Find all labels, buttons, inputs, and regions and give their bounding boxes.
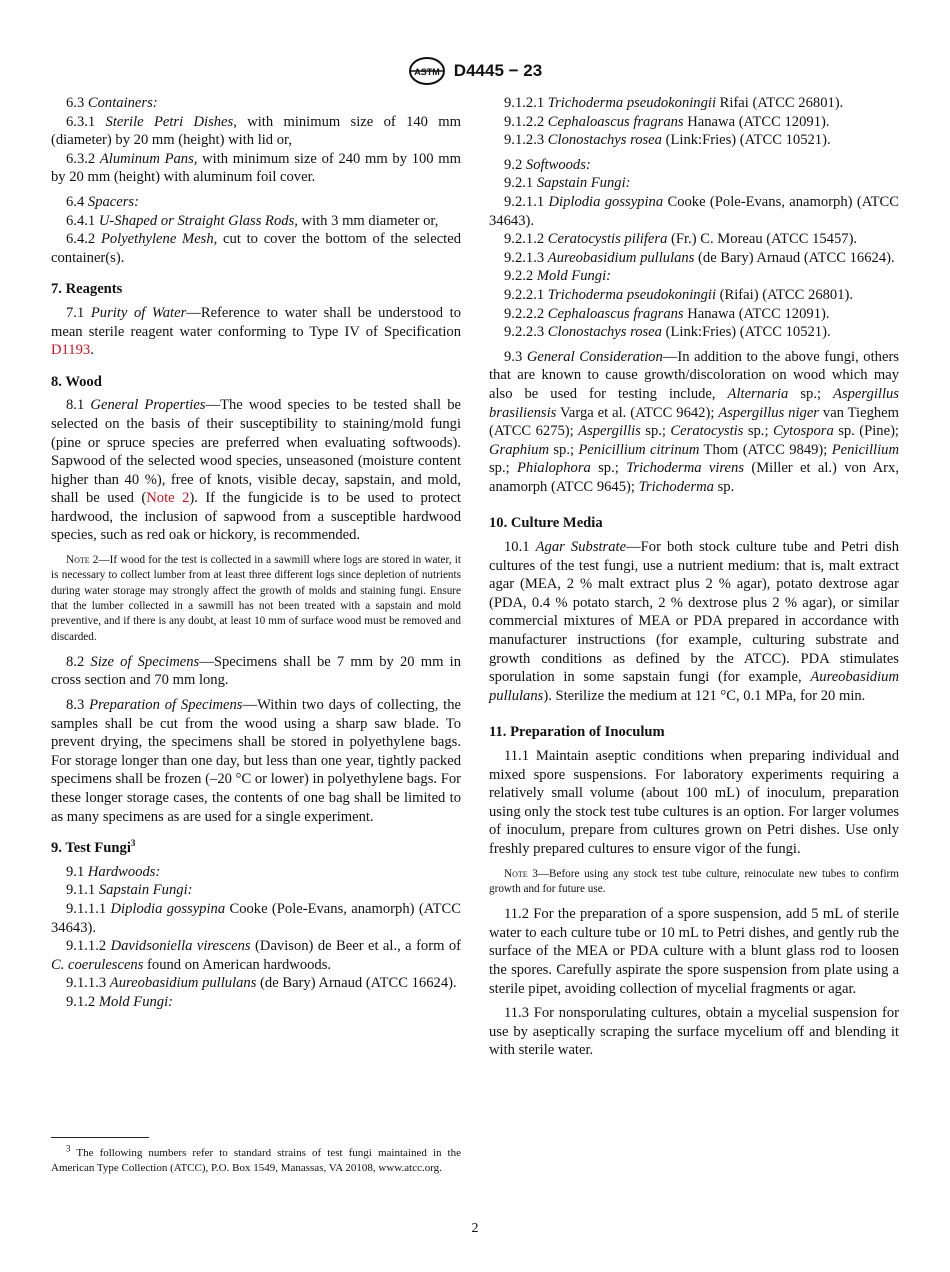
footnote-divider xyxy=(51,1137,149,1138)
note-2: Note 2—If wood for the test is collected in a sawmill where logs are stored in water, it is necessary to collect lumber from at least three different logs since depletion of nutrients during water storage may strongly affect the growth of molds and staining fungi. Ensure that the lumber collected in a sawmill has not been treated with a sapstain and mold preventive, and if there is any doubt, at least 10 mm of surface wood must be removed and discarded. xyxy=(51,554,461,643)
section-6-4: 6.4 Spacers: xyxy=(66,193,139,210)
section-6-4-1: 6.4.1 U-Shaped or Straight Glass Rods, with 3 mm diameter or, xyxy=(66,212,439,229)
section-9-2-1-1: 9.2.1.1 Diplodia gossypina Cooke (Pole-Evans, anamorph) (ATCC 34643). xyxy=(489,193,899,229)
heading-wood: 8. Wood xyxy=(51,373,102,390)
document-designation: D4445 − 23 xyxy=(453,61,543,80)
section-9-3: 9.3 General Consideration—In addition to the above fungi, others that are known to cause growth/discoloration on wood which may also be used for testing include, Alternaria sp.; Aspergillus brasiliensis Varga et al. (ATCC 9642); Aspergillus niger van Tieghem (ATCC 6275); Aspergillis sp.; Ceratocystis sp.; Cytospora sp. (Pine); Graphium sp.; Penicillium citrinum Thom (ATCC 9849); Penicillium sp.; Phialophora sp.; Trichoderma virens (Miller et al.) von Arx, anamorph (ATCC 9645); Trichoderma sp. xyxy=(489,348,899,495)
right-column xyxy=(489,94,899,1060)
section-6-3: 6.3 Containers: xyxy=(66,95,158,111)
section-6-3-2: 6.3.2 Aluminum Pans, with minimum size of 240 mm by 100 mm by 20 mm (height) with aluminum foil cover. xyxy=(51,150,461,186)
section-6-4-2: 6.4.2 Polyethylene Mesh, cut to cover the bottom of the selected container(s). xyxy=(51,231,461,266)
heading-culture-media: 10. Culture Media xyxy=(489,515,603,532)
section-6-3-1: 6.3.1 Sterile Petri Dishes, with minimum size of 140 mm (diameter) by 20 mm (height) with lid or, xyxy=(51,113,461,149)
page-header xyxy=(0,56,950,86)
left-column xyxy=(51,94,461,1012)
section-9-2-1-3: 9.2.1.3 Aureobasidium pullulans (de Bary) Arnaud (ATCC 16624). xyxy=(504,249,895,266)
section-9-1-2: 9.1.2 Mold Fungi: xyxy=(66,993,174,1010)
link-d1193[interactable]: D1193 xyxy=(51,342,91,359)
section-9-2: 9.2 Softwoods: xyxy=(504,156,591,173)
astm-logo-icon xyxy=(408,56,446,86)
section-10-1: 10.1 Agar Substrate—For both stock culture tube and Petri dish cultures of the test fungi, use a nutrient medium: that is, malt extract agar (MEA, 2 % malt extract plus 2 % agar), potato dextrose agar (PDA, 0.4 % potato starch, 2 % dextrose plus 2 % agar), or similar commercial mixtures of MEA or PDA prepared in accordance with manufacturer instructions (for example, culturing substrate and growth conditions as defined by the ATCC). PDA stimulates sporulation in some sapstain fungi (for example, Aureobasidium pullulans). Sterilize the medium at 121 °C, 0.1 MPa, for 20 min. xyxy=(489,539,899,704)
section-9-1-2-2: 9.1.2.2 Cephaloascus fragrans Hanawa (ATCC 12091). xyxy=(504,113,830,130)
page-number: 2 xyxy=(471,1221,479,1236)
section-11-1: 11.1 Maintain aseptic conditions when preparing individual and mixed spore suspensions. For laboratory experiments requiring a relatively small volume (about 100 mL) of inoculum, preparation using only the stock test tube cultures is an option. For larger volumes of inoculum, prepare from cultures grown on Petri dishes. Use only freshly prepared cultures to ensure vigor of the fungi. xyxy=(489,748,899,857)
section-9-1-1-2: 9.1.1.2 Davidsoniella virescens (Davison) de Beer et al., a form of C. coerulescens found on American hardwoods. xyxy=(51,938,462,973)
section-9-2-2-3: 9.2.2.3 Clonostachys rosea (Link:Fries) (ATCC 10521). xyxy=(504,324,831,341)
section-8-3: 8.3 Preparation of Specimens—Within two days of collecting, the samples shall be cut from the wood using a sharp saw blade. To prevent drying, the specimens shall be stored in polyethylene bags. For storage longer than one day, but less than one year, tightly packed specimens shall be frozen (–20 °C or lower) in polyethylene bags. For these longer storage cases, the contents of one bag shall be limited to as many specimens as are used for a single experiment. xyxy=(51,697,462,825)
section-7-1: 7.1 Purity of Water—Reference to water shall be understood to mean sterile reagent water conforming to Type IV of Specification D1193. xyxy=(51,304,461,359)
section-9-1-2-3: 9.1.2.3 Clonostachys rosea (Link:Fries) (ATCC 10521). xyxy=(504,132,831,149)
section-9-1-2-1: 9.1.2.1 Trichoderma pseudokoningii Rifai (ATCC 26801). xyxy=(504,95,844,111)
link-note-2[interactable]: Note 2 xyxy=(146,490,190,507)
footnote-3: $^3$ The following numbers refer to standard strains of test fungi maintained in the American Type Collection (ATCC), P.O. Box 1549, Manassas, VA 20108, www.atcc.org. xyxy=(51,1143,461,1174)
section-9-1-1: 9.1.1 Sapstain Fungi: xyxy=(66,882,193,899)
section-8-1: 8.1 General Properties—The wood species to be tested shall be selected on the basis of their susceptibility to staining/mold fungi (pine or spruce species are preferred when evaluating softwoods). Sapwood of the selected wood species, unseasoned (moisture content higher than 40 %), free of knots, visible decay, sapstain, and mold, shall be used (Note 2). If the fungicide is to be used to protect hardwood, the inclusion of sapwood from a susceptible hardwood species, such as red oak or hickory, is recommended. xyxy=(51,397,462,544)
section-9-2-2-2: 9.2.2.2 Cephaloascus fragrans Hanawa (ATCC 12091). xyxy=(504,305,830,322)
section-9-2-1-2: 9.2.1.2 Ceratocystis pilifera (Fr.) C. Moreau (ATCC 15457). xyxy=(504,231,858,248)
footnote-ref-3[interactable]: 3 xyxy=(130,838,136,849)
section-9-1: 9.1 Hardwoods: xyxy=(66,863,161,880)
note-3: Note 3—Before using any stock test tube culture, reinoculate new tubes to confirm growth and for future use. xyxy=(489,867,899,895)
svg-text:ASTM: ASTM xyxy=(414,67,440,77)
section-9-2-1: 9.2.1 Sapstain Fungi: xyxy=(504,175,631,192)
section-8-2: 8.2 Size of Specimens—Specimens shall be 7 mm by 20 mm in cross section and 70 mm long. xyxy=(51,653,462,689)
section-9-2-2-1: 9.2.2.1 Trichoderma pseudokoningii (Rifai) (ATCC 26801). xyxy=(504,286,854,303)
heading-test-fungi: 9. Test Fungi$^3$ xyxy=(51,838,136,857)
section-9-2-2: 9.2.2 Mold Fungi: xyxy=(504,268,612,285)
section-9-1-1-3: 9.1.1.3 Aureobasidium pullulans (de Bary) Arnaud (ATCC 16624). xyxy=(66,975,457,992)
section-9-1-1-1: 9.1.1.1 Diplodia gossypina Cooke (Pole-Evans, anamorph) (ATCC 34643). xyxy=(51,900,461,936)
section-11-2: 11.2 For the preparation of a spore suspension, add 5 mL of sterile water to each culture tube or 10 mL to Petri dishes, and gently rub the surface of the MEA or PDA culture with a blunt glass rod to loosen the spores. Carefully aspirate the spore suspension from plate using a sterile pipet, avoiding collection of mycelial fragments or agar. xyxy=(489,906,899,997)
heading-preparation-of-inoculum: 11. Preparation of Inoculum xyxy=(489,724,665,741)
section-11-3: 11.3 For nonsporulating cultures, obtain a mycelial suspension for use by aseptically scraping the surface mycelium off and blending it with sterile water. xyxy=(489,1005,899,1059)
heading-reagents: 7. Reagents xyxy=(51,281,123,298)
